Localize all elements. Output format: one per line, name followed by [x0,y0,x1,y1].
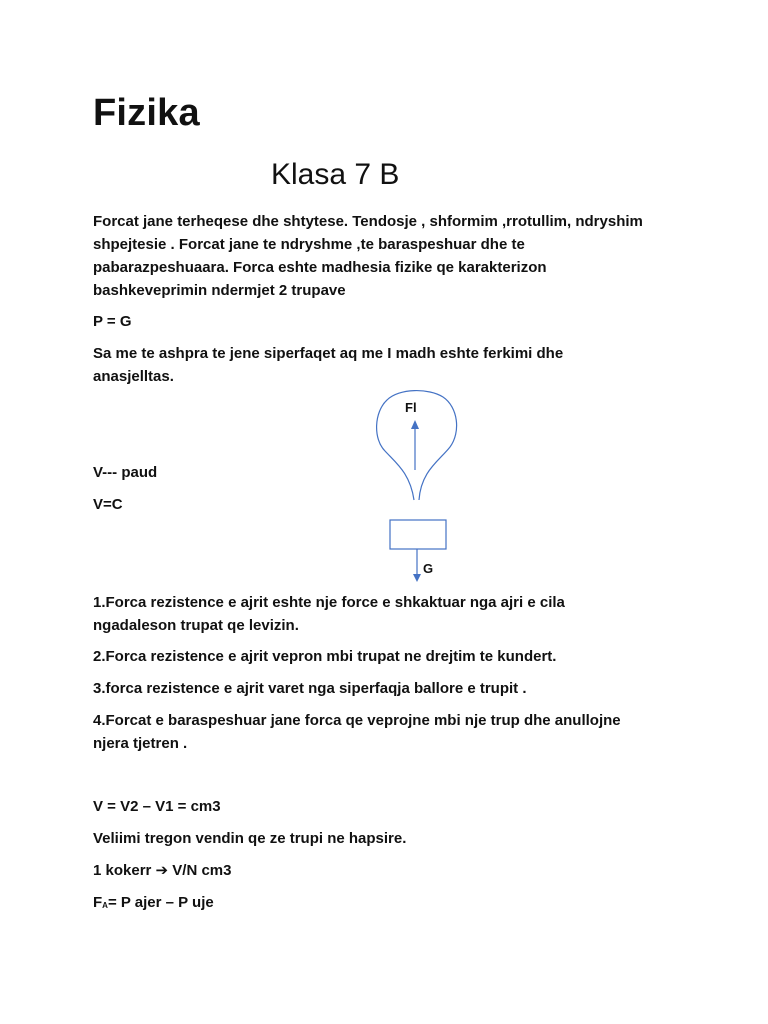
point-3 [93,677,527,700]
right-arrow-icon: ➔ [155,862,169,879]
veliimi-line: Veliimi tregon vendin qe ze trupi ne hapsire. [93,830,407,847]
v-c-line: V=C [93,496,123,513]
intro-line: bashkeveprimin ndermjet 2 trupave [93,282,346,299]
intro-line: Forcat jane terheqese dhe shtytese. Tendosje , shformim ,rrotullim, ndryshim [93,213,643,230]
intro-paragraph [93,210,643,302]
v-paud-line: V--- paud [93,464,158,481]
kokerr-left: 1 kokerr [93,862,152,879]
point-line: 4.Forcat e baraspeshuar jane forca qe veprojne mbi nje trup dhe anullojne [93,712,621,729]
lift-arrow-head [411,420,419,429]
point-4 [93,709,621,755]
point-line: 2.Forca rezistence e ajrit vepron mbi trupat ne drejtim te kundert. [93,648,557,665]
weight-force-label: G [423,561,434,576]
friction-line: anasjelltas. [93,368,174,385]
point-1 [93,591,565,637]
page-subtitle: Klasa 7 B [271,158,400,191]
point-line: 3.forca rezistence e ajrit varet nga siperfaqja ballore e trupit . [93,680,527,697]
point-2 [93,645,556,668]
friction-line: Sa me te ashpra te jene siperfaqet aq me I madh eshte ferkimi dhe [93,345,564,362]
basket-box [390,520,446,549]
friction-paragraph [93,342,563,388]
point-line: ngadaleson trupat qe levizin. [93,617,299,634]
fa-subscript: A [102,901,108,910]
equation-p-g: P = G [93,313,132,330]
intro-line: pabarazpeshuaara. Forca eshte madhesia fizike qe karakterizon [93,259,547,276]
intro-line: shpejtesie . Forcat jane te ndryshme ,te baraspeshuar dhe te [93,236,525,253]
page-title: Fizika [93,92,200,134]
fa-formula: = P ajer – P uje [107,894,214,911]
fa-symbol: F [93,894,103,911]
balloon-diagram [370,385,470,585]
point-line: 1.Forca rezistence e ajrit eshte nje force e shkaktuar nga ajri e cila [93,594,565,611]
balloon-shape [377,391,457,500]
kokerr-right: V/N cm3 [172,862,232,879]
point-line: njera tjetren . [93,735,188,752]
lift-force-label: Fl [405,400,417,415]
archimedes-force-line [93,891,214,917]
volume-equation: V = V2 – V1 = cm3 [93,798,221,815]
kokerr-line [93,859,232,882]
weight-arrow-head [413,574,421,582]
